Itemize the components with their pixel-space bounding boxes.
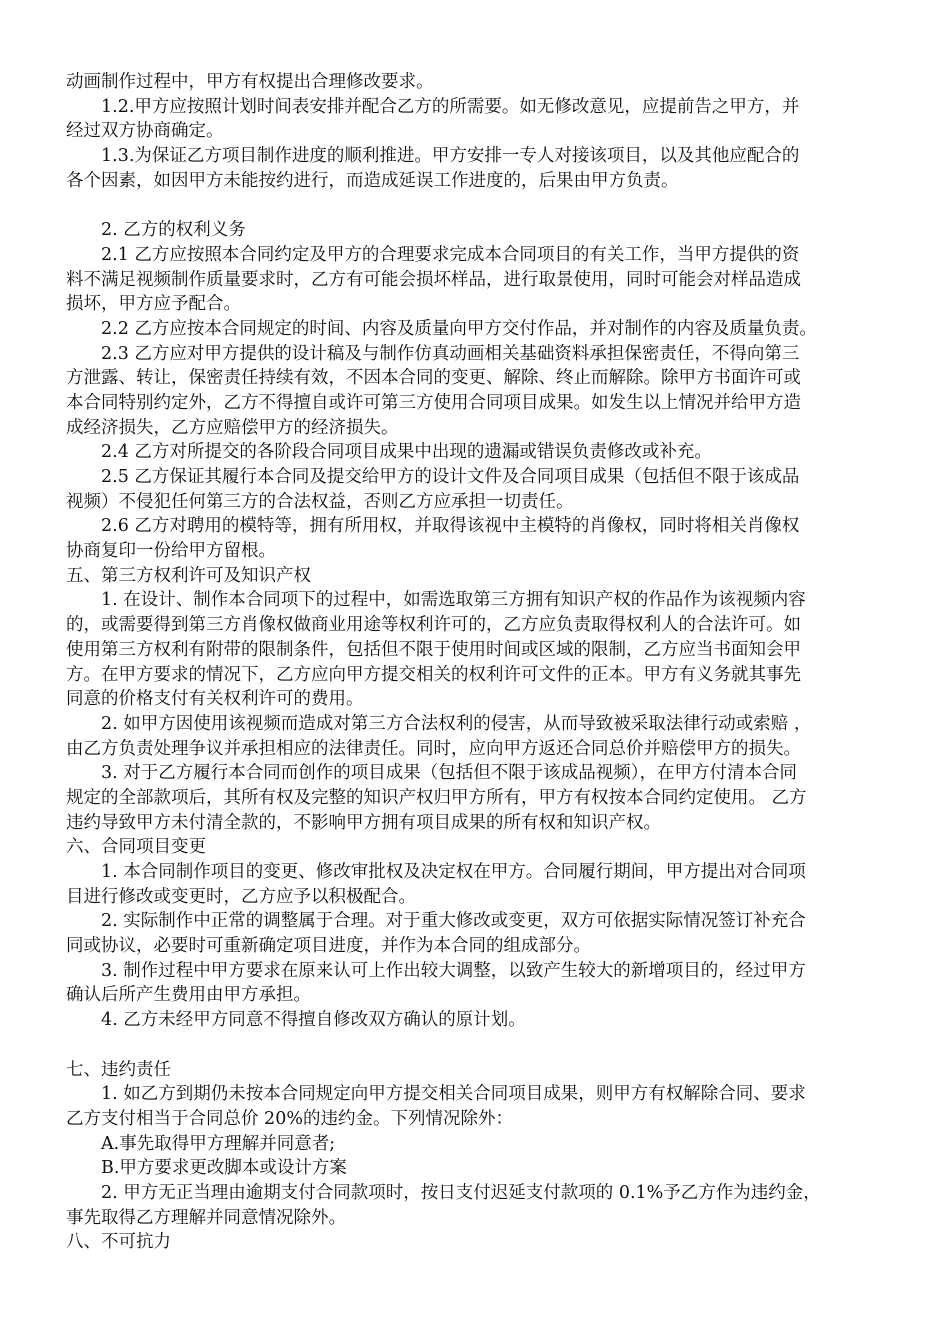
text-line: 视频）不侵犯任何第三方的合法权益，否则乙方应承担一切责任。 <box>66 491 574 512</box>
text-line: 方。在甲方要求的情况下，乙方应向甲方提交相关的权利许可文件的正本。甲方有义务就其事先 <box>66 664 801 685</box>
text-line: 同或协议，必要时可重新确定项目进度，并作为本合同的组成部分。 <box>66 936 591 957</box>
text-line: 六、合同项目变更 <box>66 837 206 858</box>
text-line: 八、不可抗力 <box>66 1232 171 1253</box>
blank-line <box>66 1033 884 1058</box>
text-line: 3. 对于乙方履行本合同而创作的项目成果（包括但不限于该成品视频），在甲方付清本合同 <box>101 763 798 784</box>
text-line: 各个因素，如因甲方未能按约进行，而造成延误工作进度的，后果由甲方负责。 <box>66 170 679 191</box>
text-line: 2.5 乙方保证其履行本合同及提交给甲方的设计文件及合同项目成果（包括但不限于该成品 <box>101 467 800 487</box>
text-line: 规定的全部款项后，其所有权及完整的知识产权归甲方所有，甲方有权按本合同约定使用。 乙方 <box>66 787 807 808</box>
text-line: 1. 本合同制作项目的变更、修改审批权及决定权在甲方。合同履行期间，甲方提出对合同项 <box>101 862 806 882</box>
text-line: 七、违约责任 <box>66 1059 171 1080</box>
text-line: 2. 实际制作中正常的调整属于合理。对于重大修改或变更，双方可依据实际情况签订补充合 <box>101 911 806 932</box>
text-line: 协商复印一份给甲方留根。 <box>66 541 276 562</box>
text-line: 的，或需要得到第三方肖像权做商业用途等权利许可的，乙方应负责取得权利人的合法许可。如 <box>66 615 801 636</box>
text-line: 2. 甲方无正当理由逾期支付合同款项时，按日支付迟延支付款项的 0.1%予乙方作为违约金， <box>101 1182 821 1203</box>
text-line: 经过双方协商确定。 <box>66 121 224 142</box>
text-line: 确认后所产生费用由甲方承担。 <box>66 985 311 1006</box>
text-line: 本合同特别约定外，乙方不得擅自或许可第三方使用合同项目成果。如发生以上情况并给甲方造 <box>66 392 801 413</box>
text-line: 1.3.为保证乙方项目制作进度的顺利推进。甲方安排一专人对接该项目，以及其他应配合的 <box>101 146 800 167</box>
text-line: 料不满足视频制作质量要求时，乙方有可能会损坏样品，进行取景使用，同时可能会对样品造成 <box>66 269 801 290</box>
text-line: A.事先取得甲方理解并同意者; <box>101 1133 336 1154</box>
text-line: 乙方支付相当于合同总价 20%的违约金。下列情况除外： <box>66 1108 513 1129</box>
text-line: 2. 如甲方因使用该视频而造成对第三方合法权利的侵害，从而导致被采取法律行动或索赔 ， <box>101 713 812 734</box>
text-line: 损坏，甲方应予配合。 <box>66 294 241 315</box>
text-line: 3. 制作过程中甲方要求在原来认可上作出较大调整，以致产生较大的新增项目的，经过甲方 <box>101 960 806 981</box>
text-line: 成经济损失，乙方应赔偿甲方的经济损失。 <box>66 417 399 438</box>
text-line: 1. 如乙方到期仍未按本合同规定向甲方提交相关合同项目成果，则甲方有权解除合同、要求 <box>101 1084 806 1105</box>
text-line: 五、第三方权利许可及知识产权 <box>66 565 311 586</box>
text-line: 2.4 乙方对所提交的各阶段合同项目成果中出现的遗漏或错误负责修改或补充。 <box>101 442 712 463</box>
text-line: 使用第三方权利有附带的限制条件，包括但不限于使用时间或区域的限制，乙方应当书面知会甲 <box>66 639 801 660</box>
text-line: 2. 乙方的权利义务 <box>101 220 246 241</box>
text-line: 4. 乙方未经甲方同意不得擅自修改双方确认的原计划。 <box>101 1010 526 1031</box>
text-line: 2.1 乙方应按照本合同约定及甲方的合理要求完成本合同项目的有关工作，当甲方提供的资 <box>101 244 800 265</box>
text-line: 方泄露、转让，保密责任持续有效，不因本合同的变更、解除、终止而解除。除甲方书面许可或 <box>66 368 801 389</box>
text-line: 同意的价格支付有关权利许可的费用。 <box>66 689 364 710</box>
text-line: 2.3 乙方应对甲方提供的设计稿及与制作仿真动画相关基础资料承担保密责任，不得向第三 <box>101 343 800 364</box>
text-line: 目进行修改或变更时，乙方应予以积极配合。 <box>66 886 416 907</box>
text-line: 2.6 乙方对聘用的模特等，拥有所用权，并取得该视中主模特的肖像权，同时将相关肖像权 <box>101 516 800 537</box>
text-line: B.甲方要求更改脚本或设计方案 <box>101 1158 347 1179</box>
text-line: 由乙方负责处理争议并承担相应的法律责任。同时，应向甲方返还合同总价并赔偿甲方的损失。 <box>66 738 801 759</box>
text-line: 违约导致甲方未付清全款的，不影响甲方拥有项目成果的所有权和知识产权。 <box>66 812 661 833</box>
text-line: 2.2 乙方应按本合同规定的时间、内容及质量向甲方交付作品，并对制作的内容及质量负责。 <box>101 318 817 339</box>
text-line: 1.2.甲方应按照计划时间表安排并配合乙方的所需要。如无修改意见，应提前告之甲方，并 <box>101 96 800 117</box>
text-line: 1. 在设计、制作本合同项下的过程中，如需选取第三方拥有知识产权的作品作为该视频内容 <box>101 590 806 611</box>
text-line: 动画制作过程中，甲方有权提出合理修改要求。 <box>66 72 434 92</box>
text-line: 事先取得乙方理解并同意情况除外。 <box>66 1207 346 1228</box>
blank-line <box>66 193 884 218</box>
